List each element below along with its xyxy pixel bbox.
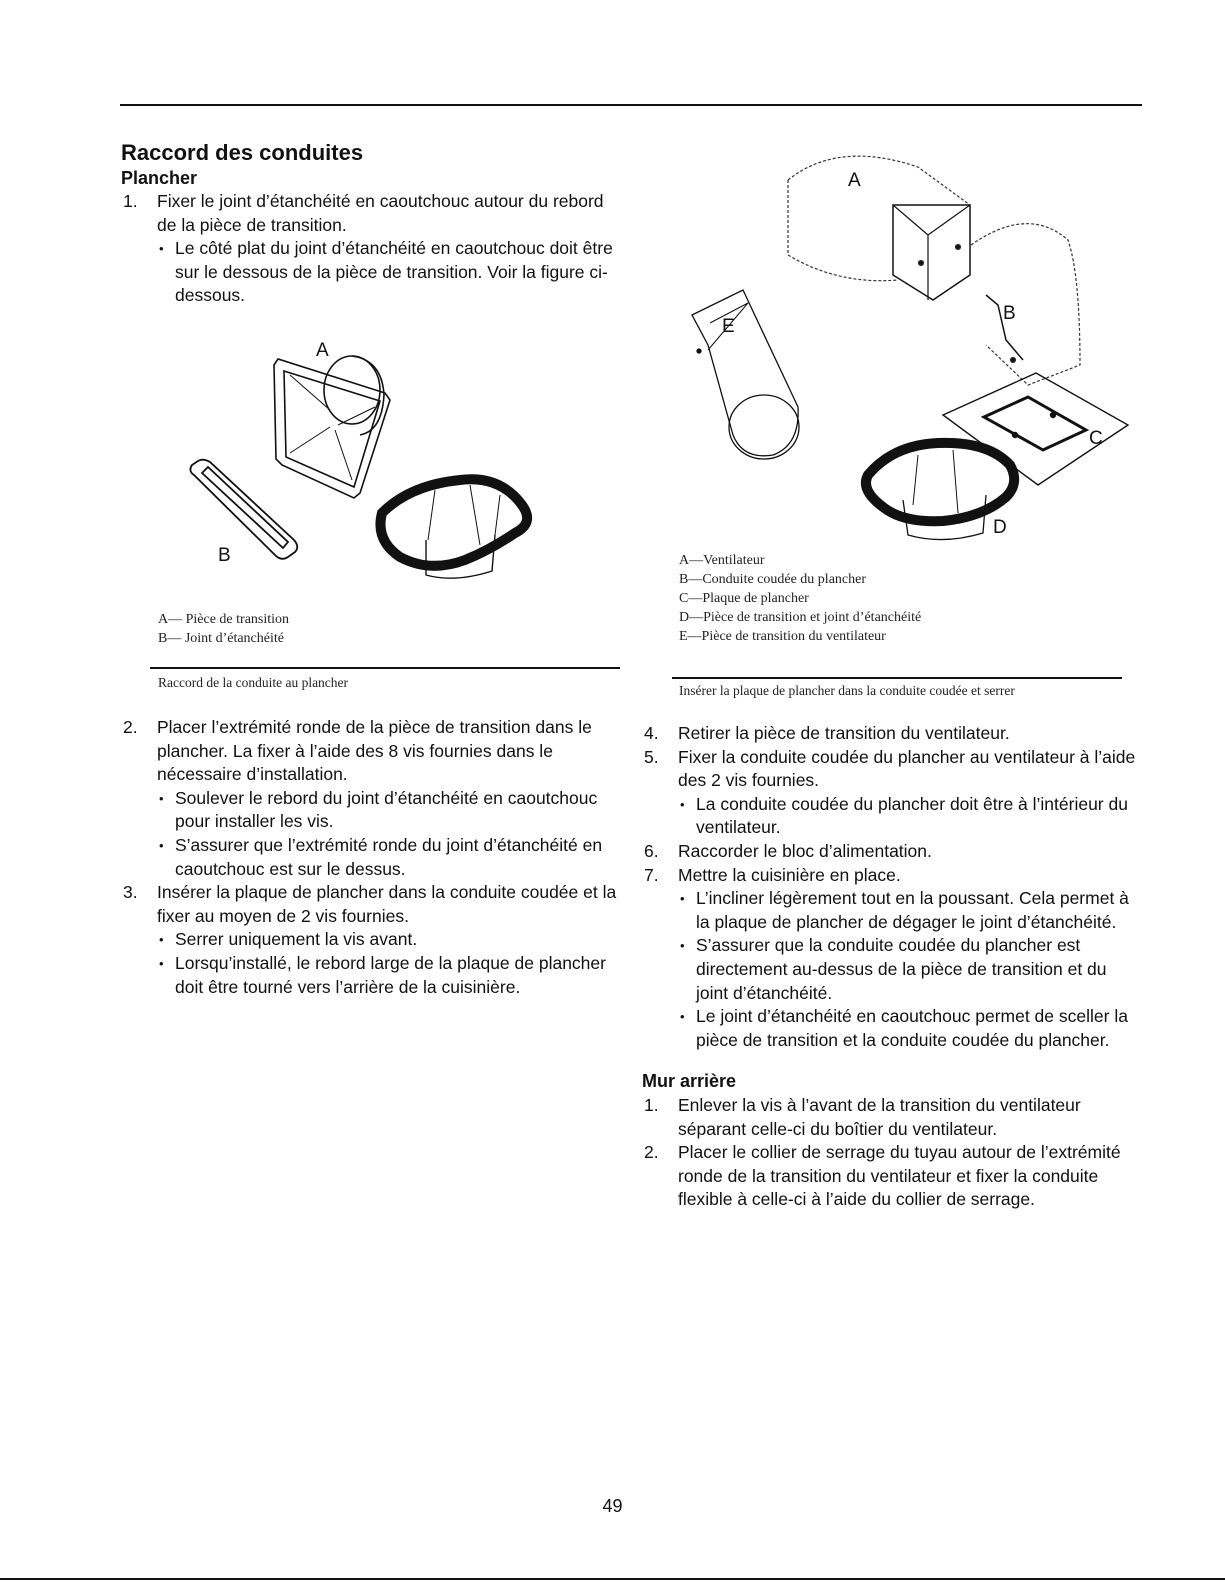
rear-wall-heading: Mur arrière xyxy=(642,1071,737,1092)
legend-item: B—Conduite coudée du plancher xyxy=(679,572,867,587)
step-text: Insérer la plaque de plancher dans la conduite coudée et la fixer au moyen de 2 vis fournies. xyxy=(157,882,617,926)
figure1-label-b: B xyxy=(218,545,231,566)
figure1-legend xyxy=(158,610,289,648)
floor-steps-2-3 xyxy=(121,716,626,999)
floor-step-2 xyxy=(121,716,626,787)
step-number: 3. xyxy=(123,882,138,903)
step-number: 1. xyxy=(123,191,138,211)
figure2-label-c: C xyxy=(1089,428,1103,449)
rear-wall-step-1 xyxy=(642,1094,1142,1141)
top-rule xyxy=(120,104,1142,106)
fan-drawing xyxy=(788,156,970,300)
floor-section-top xyxy=(121,168,621,308)
step-7-bullet: • Le joint d’étanchéité en caoutchouc permet de sceller la pièce de transition et la conduite coudée du plancher. xyxy=(642,1005,1142,1052)
step-text: Enlever la vis à l’avant de la transition du ventilateur séparant celle-ci du boîtier du ventilateur. xyxy=(678,1094,1081,1139)
figure2-legend xyxy=(679,551,921,646)
step-text: Placer le collier de serrage du tuyau autour de l’extrémité ronde de la transition du ventilateur et fixer la conduite flexible à celle-ci à l’aide du collier de serrage. xyxy=(678,1142,1121,1210)
floor-heading: Plancher xyxy=(121,168,198,188)
legend-item: A— Pièce de transition xyxy=(158,612,290,627)
figure2-label-a: A xyxy=(848,170,861,191)
floor-step-2-bullet: • S’assurer que l’extrémité ronde du joint d’étanchéité en caoutchouc est sur le dessus. xyxy=(121,834,626,881)
page-number: 49 xyxy=(602,1496,623,1516)
legend-item: C—Plaque de plancher xyxy=(679,591,809,606)
step-7-bullet: • S’assurer que la conduite coudée du plancher est directement au-dessus de la pièce de transition et du joint d’étanchéité. xyxy=(642,934,1142,1005)
floor-step-2-bullet: • Soulever le rebord du joint d’étanchéité en caoutchouc pour installer les vis. xyxy=(121,787,626,834)
step-4 xyxy=(642,722,1142,746)
sealed-transition-drawing xyxy=(380,479,527,578)
right-steps xyxy=(642,722,1142,1212)
step-5 xyxy=(642,746,1142,793)
step-number: 2. xyxy=(123,717,138,737)
floor-step-3-bullet: • Serrer uniquement la vis avant. xyxy=(121,928,626,952)
transition-piece-drawing xyxy=(274,356,390,498)
gasket-drawing xyxy=(190,460,297,559)
figure1-caption-rule xyxy=(150,667,620,669)
step-6 xyxy=(642,840,1142,864)
step-text: Mettre la cuisinière en place. xyxy=(678,864,901,885)
step-number: 5. xyxy=(644,746,659,767)
step-text: Fixer la conduite coudée du plancher au ventilateur à l’aide des 2 vis fournies. xyxy=(678,746,1136,791)
figure2-label-e: E xyxy=(722,316,735,337)
legend-item: A—Ventilateur xyxy=(679,553,765,568)
figure2-caption-rule xyxy=(672,677,1122,679)
step-number: 1. xyxy=(644,1094,659,1115)
step-number: 7. xyxy=(644,864,659,885)
step-5-bullet: • La conduite coudée du plancher doit être à l’intérieur du ventilateur. xyxy=(642,793,1142,840)
figure2-caption: Insérer la plaque de plancher dans la conduite coudée et serrer xyxy=(679,683,1015,698)
step-text: Raccorder le bloc d’alimentation. xyxy=(678,840,932,861)
step-number: 4. xyxy=(644,723,659,743)
step-text: Placer l’extrémité ronde de la pièce de transition dans le plancher. La fixer à l’aide des 8 vis fournies dans le nécessaire d’installation. xyxy=(157,717,592,785)
floor-step-3-bullet: • Lorsqu’installé, le rebord large de la plaque de plancher doit être tourné vers l’arrière de la cuisinière. xyxy=(121,952,626,999)
floor-step-3 xyxy=(121,881,626,928)
elbow-duct-drawing xyxy=(971,224,1080,385)
legend-item: E—Pièce de transition du ventilateur xyxy=(679,629,886,644)
fan-assembly-figure xyxy=(688,145,1138,545)
floor-transition-drawing xyxy=(866,443,1014,540)
step-number: 6. xyxy=(644,840,659,861)
figure2-label-d: D xyxy=(993,517,1007,538)
legend-item: D—Pièce de transition et joint d’étanchéité xyxy=(679,610,922,625)
floor-step-1 xyxy=(121,190,621,237)
step-number: 2. xyxy=(644,1142,659,1163)
figure1-label-a: A xyxy=(316,340,329,361)
floor-step-1-bullet: • Le côté plat du joint d’étanchéité en caoutchouc doit être sur le dessous de la pièce de transition. Voir la figure ci-dessous. xyxy=(121,237,621,308)
bottom-rule xyxy=(0,1578,1225,1580)
fan-transition-drawing xyxy=(692,290,799,459)
section-title: Raccord des conduites xyxy=(121,140,364,165)
figure1-caption: Raccord de la conduite au plancher xyxy=(158,675,349,690)
step-7 xyxy=(642,864,1142,888)
legend-item: B— Joint d’étanchéité xyxy=(158,631,284,646)
figure2-label-b: B xyxy=(1003,303,1016,324)
rear-wall-step-2 xyxy=(642,1141,1142,1212)
step-text: Fixer le joint d’étanchéité en caoutchouc autour du rebord de la pièce de transition. xyxy=(157,191,604,235)
step-7-bullet: • L’incliner légèrement tout en la poussant. Cela permet à la plaque de plancher de dégager le joint d’étanchéité. xyxy=(642,887,1142,934)
step-text: Retirer la pièce de transition du ventilateur. xyxy=(678,723,1010,743)
